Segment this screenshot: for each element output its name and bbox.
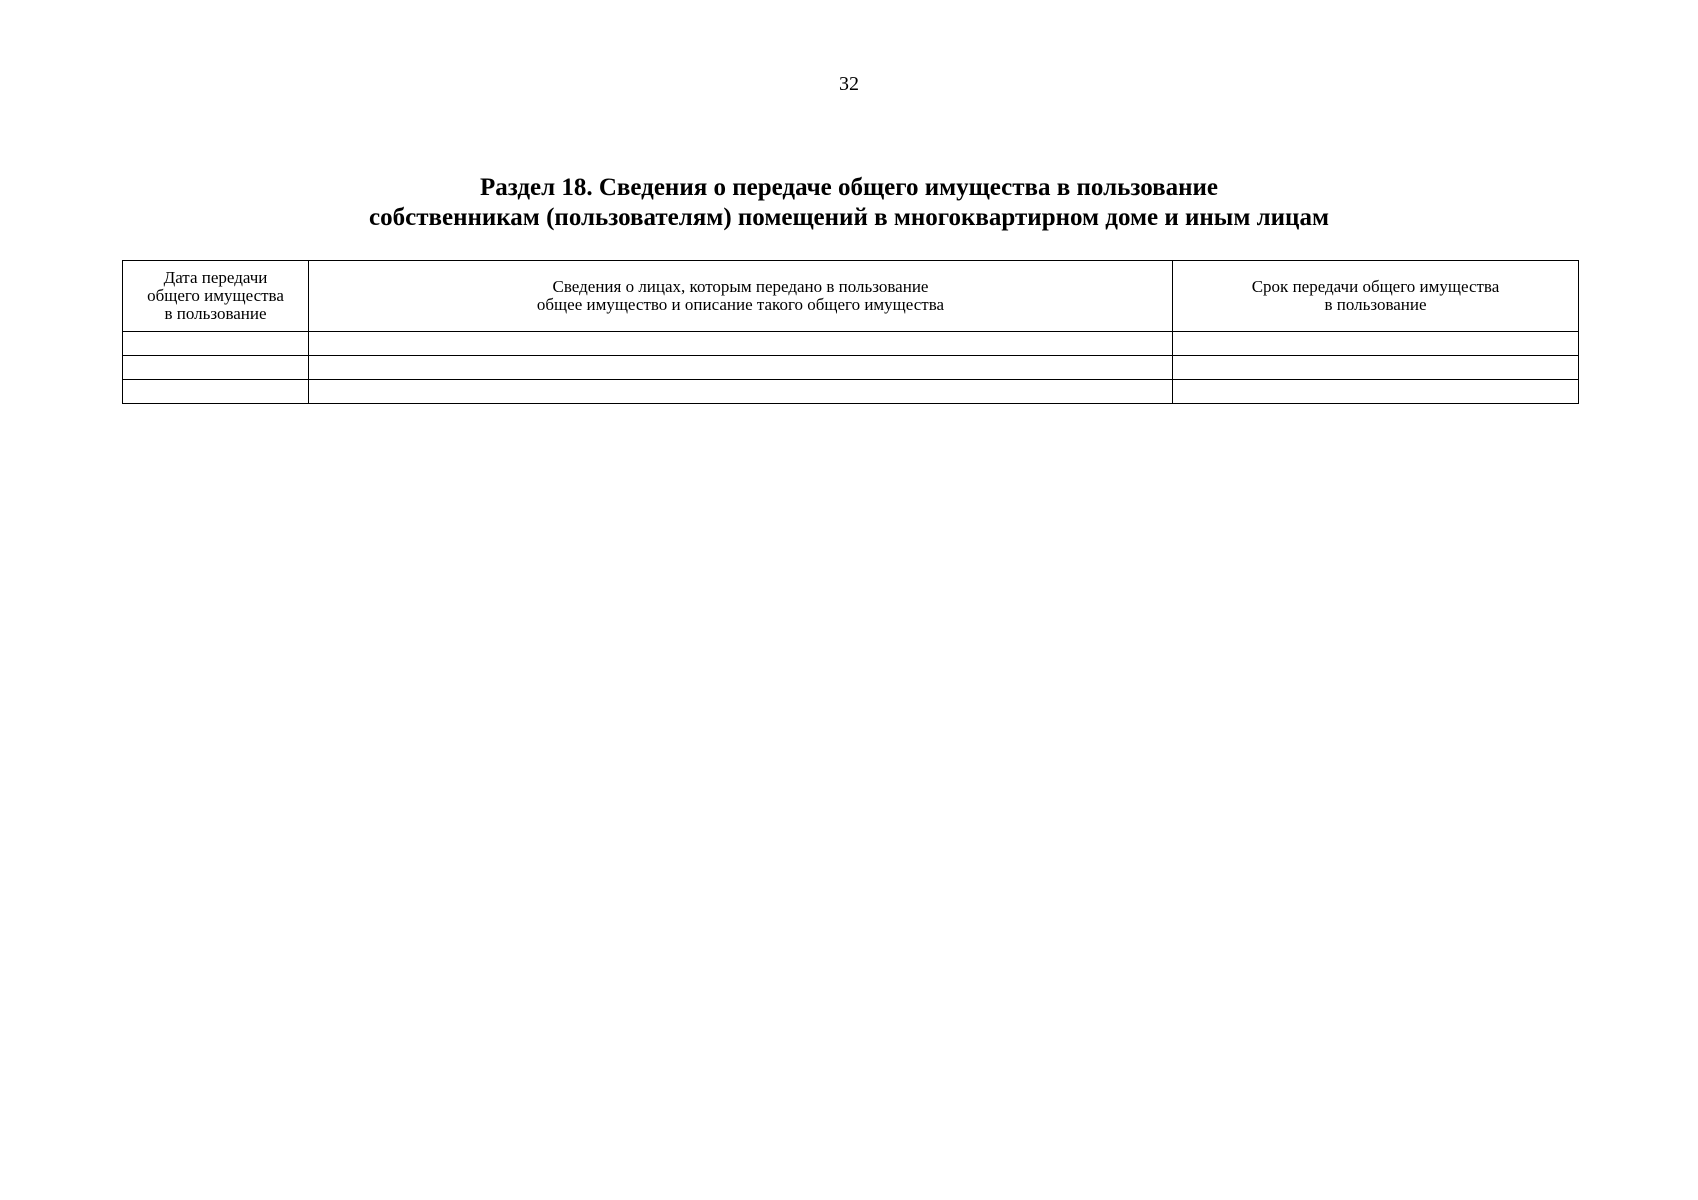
header-transfer-date bbox=[123, 261, 309, 332]
header-transfer-term-line-1: Срок передачи общего имущества bbox=[1251, 277, 1500, 296]
section-title-line-1: Раздел 18. Сведения о передаче общего имущества в пользование bbox=[479, 174, 1219, 201]
table-cell-term bbox=[1173, 380, 1579, 404]
header-transfer-date-line-1: Дата передачи bbox=[163, 268, 268, 287]
header-transfer-date-line-3: в пользование bbox=[164, 304, 267, 323]
table-row bbox=[123, 332, 1579, 356]
table-cell-info bbox=[309, 380, 1173, 404]
section-title-line-2: собственникам (пользователям) помещений в многоквартирном доме и иным лицам bbox=[369, 204, 1329, 231]
header-transfer-date-line-2: общего имущества bbox=[147, 286, 284, 305]
table-cell-term bbox=[1173, 332, 1579, 356]
table-cell-info bbox=[309, 332, 1173, 356]
table-cell-term bbox=[1173, 356, 1579, 380]
table-cell-date bbox=[123, 356, 309, 380]
header-transfer-term bbox=[1173, 261, 1579, 332]
table-row bbox=[123, 380, 1579, 404]
header-transfer-term-line-2: в пользование bbox=[1324, 295, 1427, 314]
table-cell-date bbox=[123, 380, 309, 404]
table-row bbox=[123, 356, 1579, 380]
table-cell-date bbox=[123, 332, 309, 356]
common-property-transfer-table bbox=[122, 260, 1579, 404]
header-persons-info-line-2: общее имущество и описание такого общего имущества bbox=[536, 295, 945, 314]
header-persons-info-line-1: Сведения о лицах, которым передано в пользование bbox=[552, 277, 929, 296]
table-cell-info bbox=[309, 356, 1173, 380]
page-number: 32 bbox=[839, 73, 859, 95]
table-header-row bbox=[123, 261, 1579, 332]
header-persons-info bbox=[309, 261, 1173, 332]
section-title bbox=[0, 173, 1698, 233]
